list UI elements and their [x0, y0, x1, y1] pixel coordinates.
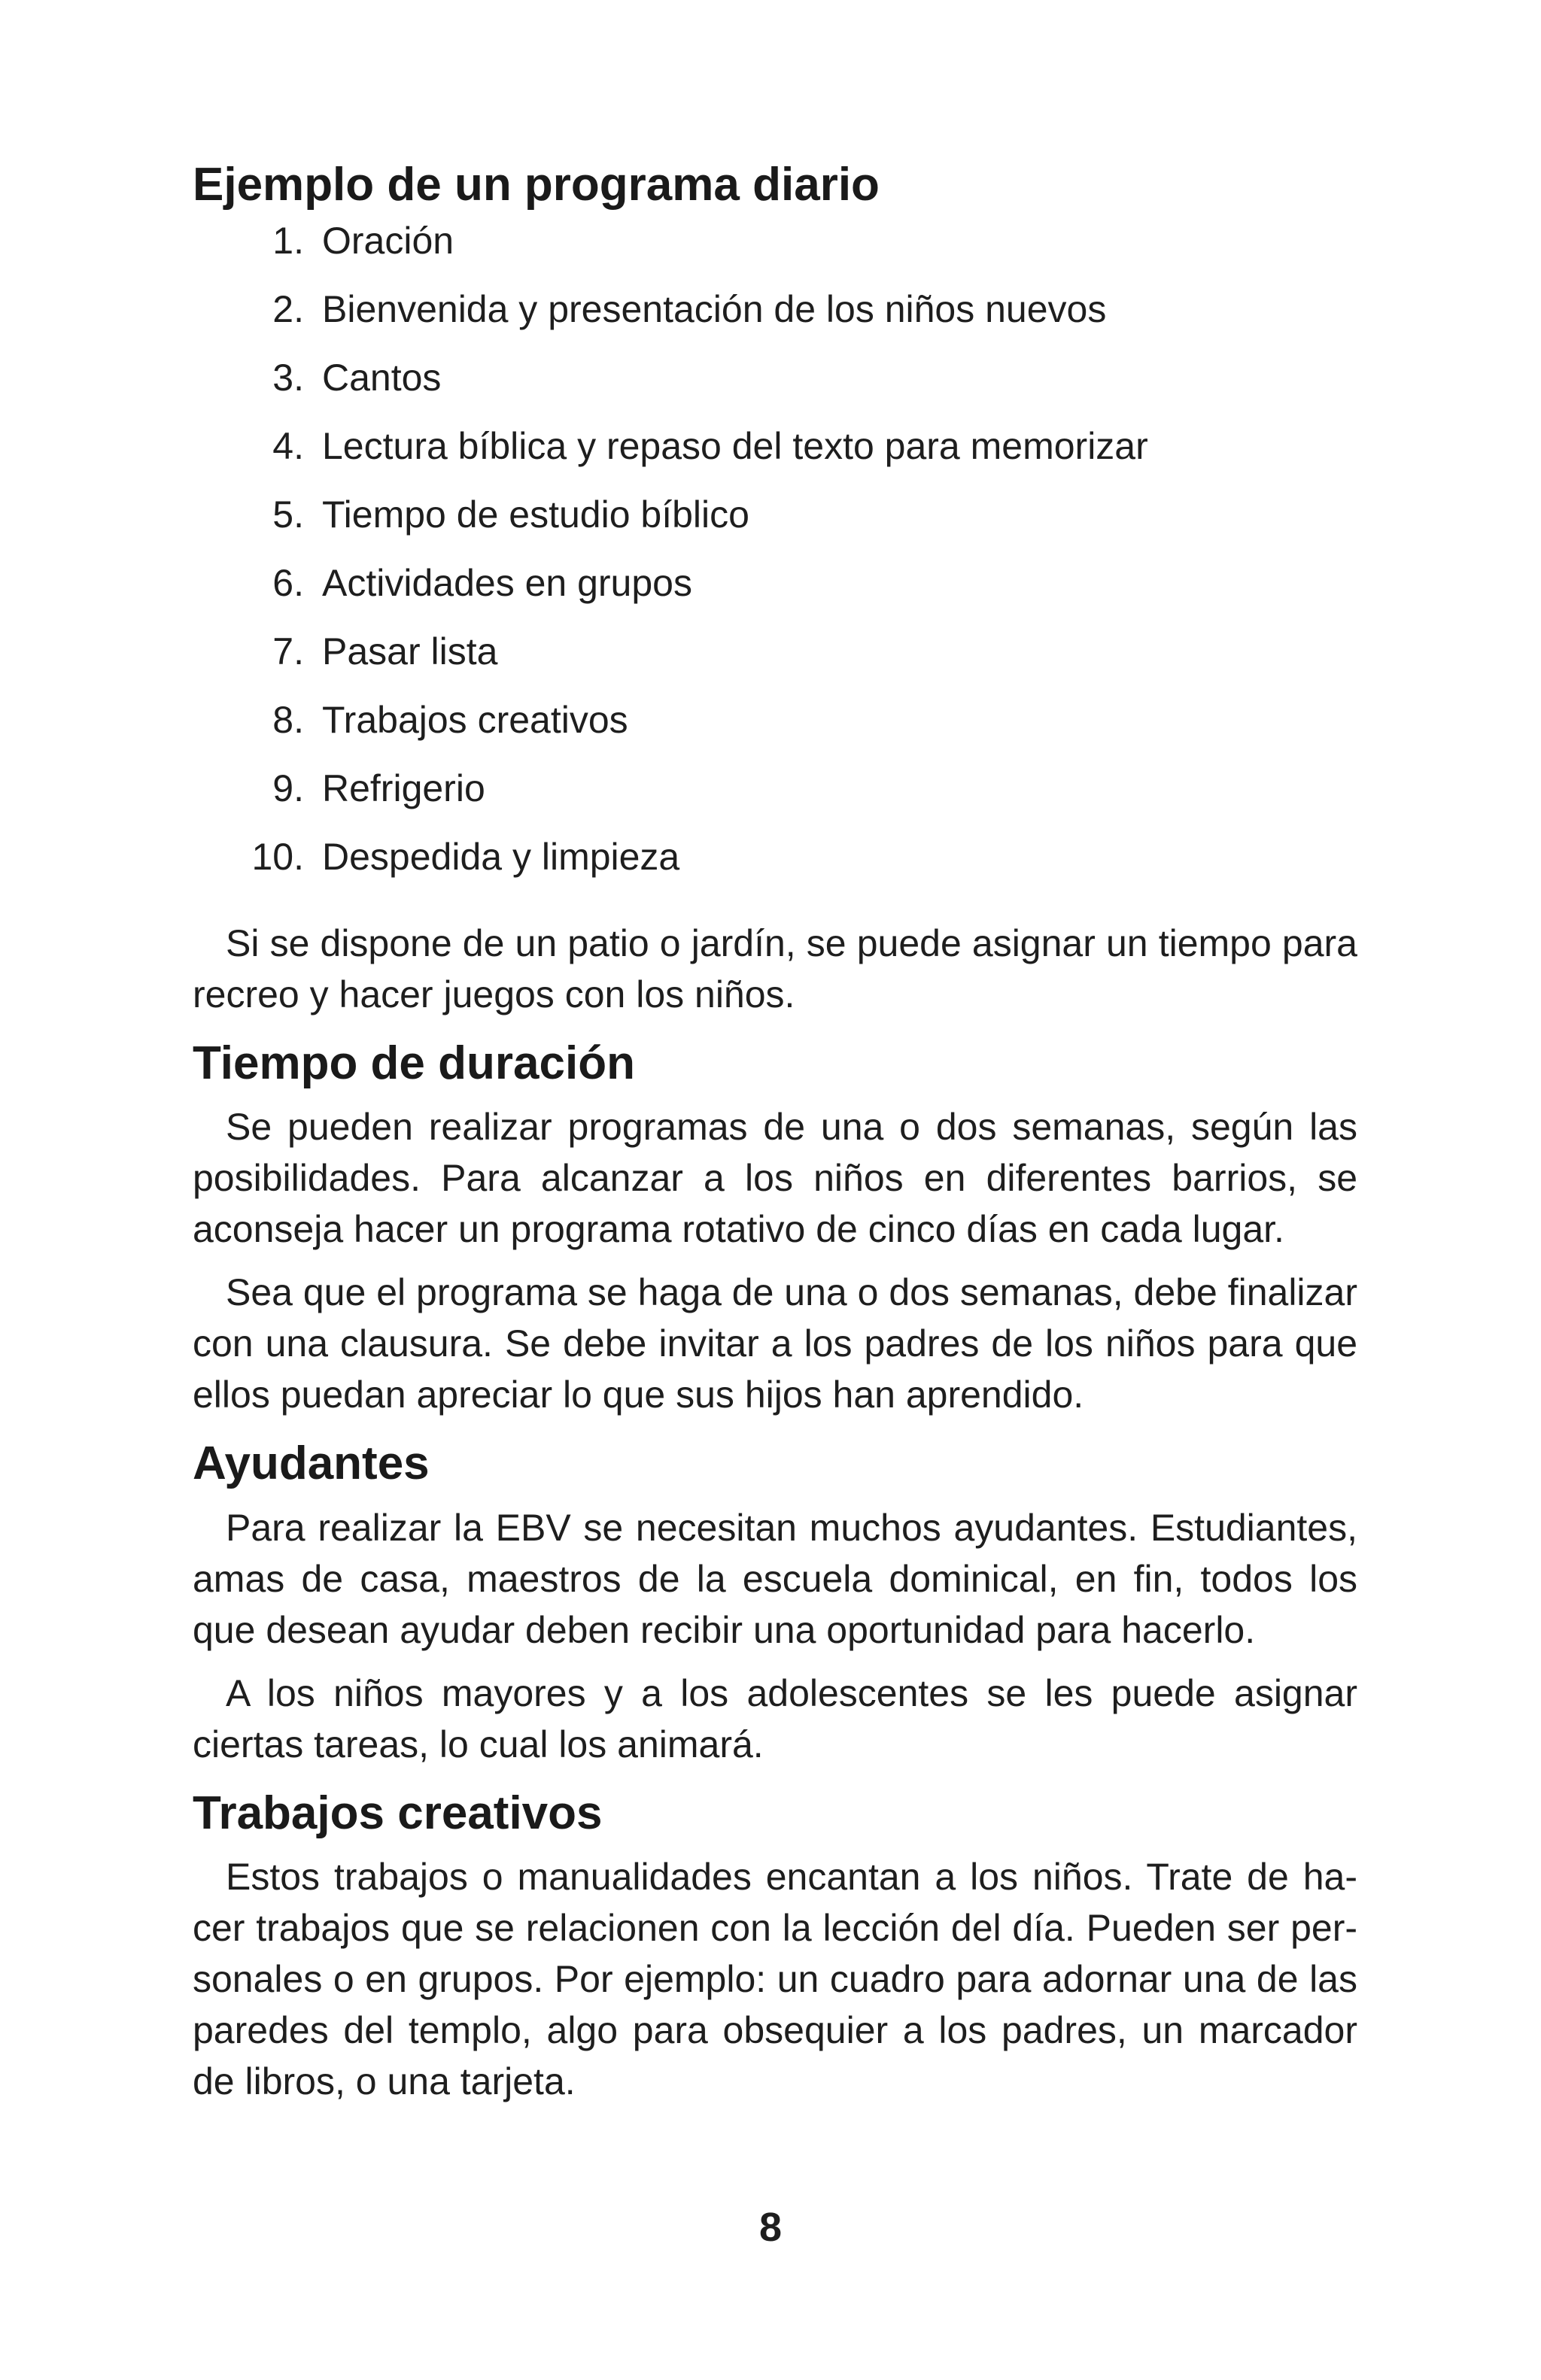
list-item — [193, 355, 1357, 423]
list-item-number: 5. — [272, 493, 304, 536]
list-item-text: Bienvenida y presentación de los niños nuevos — [322, 288, 1107, 331]
list-item-text: Oración — [322, 220, 454, 263]
list-item — [193, 492, 1357, 560]
list-item-number: 7. — [272, 630, 304, 673]
section-heading-tiempo-duracion: Tiempo de duración — [193, 1037, 635, 1090]
list-item-text: Lectura bíblica y repaso del texto para memorizar — [322, 425, 1148, 468]
list-item-number: 8. — [272, 699, 304, 742]
list-item-text: Despedida y limpieza — [322, 836, 680, 879]
list-item-number: 10. — [251, 836, 304, 879]
list-item — [193, 697, 1357, 766]
page-content — [193, 159, 1357, 2119]
paragraph: Si se dispone de un patio o jardín, se puede asignar un tiempo para recreo y hacer juegos con los niños. — [193, 922, 1357, 1016]
list-item-text: Pasar lista — [322, 630, 498, 673]
list-item-text: Tiempo de estudio bíblico — [322, 493, 749, 536]
program-list — [193, 218, 1357, 903]
list-item-number: 2. — [272, 288, 304, 331]
list-item-number: 3. — [272, 357, 304, 399]
list-item-number: 6. — [272, 562, 304, 605]
section-heading-programa-diario: Ejemplo de un programa diario — [193, 159, 880, 211]
list-item — [193, 629, 1357, 697]
list-item-text: Refrigerio — [322, 767, 485, 810]
paragraph: Para realizar la EBV se necesitan muchos ayudantes. Estudiantes, amas de casa, maestros de la escuela dominical, en fin, todos los que desean ayudar deben recibir una oportunidad para hacerlo. — [193, 1506, 1357, 1651]
section-heading-trabajos-creativos: Trabajos creativos — [193, 1787, 603, 1839]
list-item-text: Trabajos creativos — [322, 699, 628, 742]
list-item — [193, 287, 1357, 355]
list-item-number: 4. — [272, 425, 304, 468]
list-item — [193, 834, 1357, 903]
list-item-number: 9. — [272, 767, 304, 810]
section-heading-ayudantes: Ayudantes — [193, 1437, 430, 1490]
page-number: 8 — [758, 2205, 783, 2250]
list-item-text: Cantos — [322, 357, 442, 399]
list-item — [193, 560, 1357, 629]
list-item — [193, 766, 1357, 834]
paragraph: A los niños mayores y a los adolescentes se les puede asignar ciertas tareas, lo cual los animará. — [193, 1671, 1357, 1765]
list-item — [193, 218, 1357, 287]
paragraph: Sea que el programa se haga de una o dos semanas, debe finalizar con una clausura. Se debe invitar a los padres de los niños para que ellos puedan apreciar lo que sus hijos han aprendido. — [193, 1271, 1357, 1416]
list-item — [193, 423, 1357, 492]
paragraph: Estos trabajos o manualidades encantan a los niños. Trate de hacer trabajos que se relacionen con la lección del día. Pueden ser personales o en grupos. Por ejemplo: un cuadro para adornar una de las paredes del templo, algo para obsequier a los padres, un marcador de libros, o una tarjeta. — [193, 1855, 1357, 2102]
list-item-number: 1. — [272, 220, 304, 263]
list-item-text: Actividades en grupos — [322, 562, 692, 605]
paragraph: Se pueden realizar programas de una o dos semanas, según las posibilidades. Para alcanzar a los niños en diferentes barrios, se aconseja hacer un programa rotativo de cinco días en cada lugar. — [193, 1106, 1357, 1251]
